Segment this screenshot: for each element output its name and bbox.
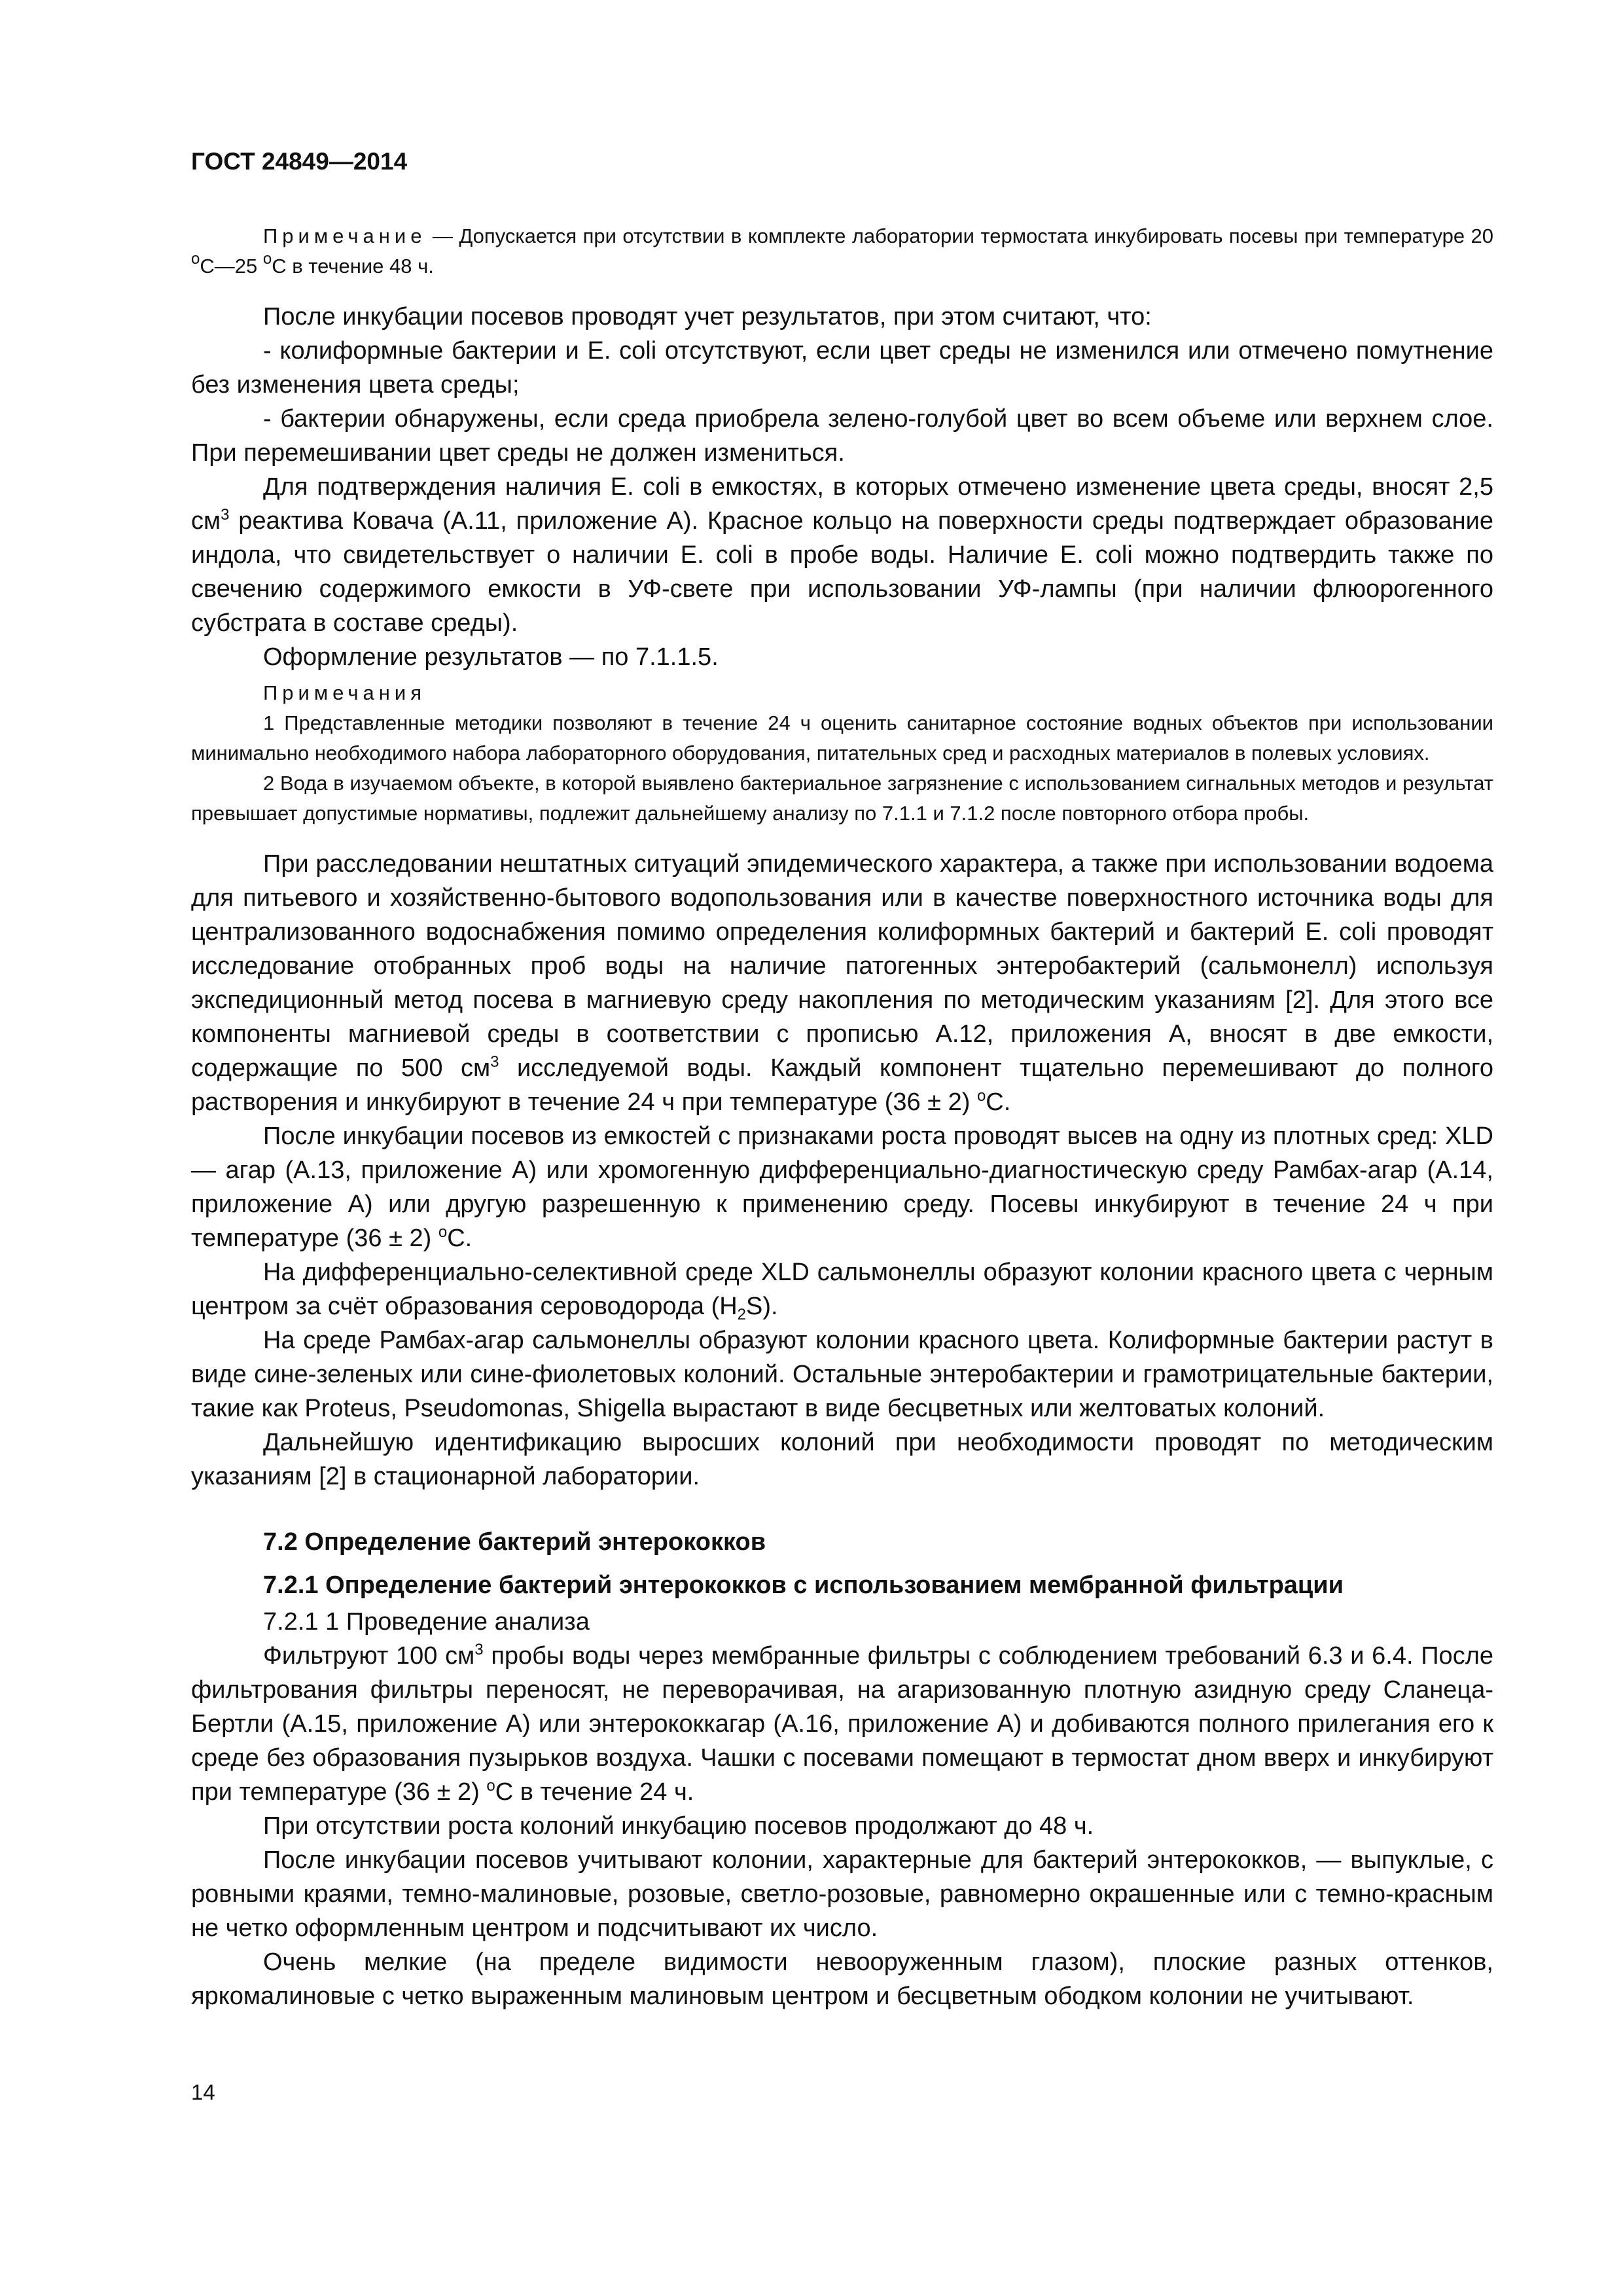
paragraph-identification: Дальнейшую идентификацию выросших колоний при необходимости проводят по методическим указаниям [2] в стационарной лаборатории. — [191, 1429, 1493, 1490]
subsection-heading-7-2-1-1: 7.2.1 1 Проведение анализа — [263, 1608, 590, 1636]
paragraph-ecoli-confirm: Для подтверждения наличия E. coli в емкостях, в которых отмечено изменение цвета среды, вносят 2,5 $см^3$ реактива Ковача (А.11, приложение А). Красное кольцо на поверхности среды подтверждает образование индола, что свидетельствует о наличии E. coli в пробе воды. Наличие E. coli можно подтвердить также по свечению содержимого емкости в УФ-свете при использовании УФ-лампы (при наличии флюорогенного субстрата в составе среды). — [191, 473, 1493, 637]
note-label: Примечание — [263, 224, 427, 247]
note-1: Примечание — Допускается при отсутствии в комплекте лаборатории термостата инкубировать посевы при температуре 20 $^о$С—25 $^о$С в течение 48 ч. — [191, 224, 1493, 278]
paragraph-results-format: Оформление результатов — по 7.1.1.5. — [263, 643, 719, 671]
section-heading-7-2-1: 7.2.1 Определение бактерий энтерококков с использованием мембранной фильтрации — [263, 1571, 1344, 1599]
notes-label: Примечания — [263, 681, 426, 704]
page-number: 14 — [191, 2080, 215, 2104]
paragraph-rambach: На среде Рамбах-агар сальмонеллы образуют колонии красного цвета. Колиформные бактерии растут в виде сине-зеленых или сине-фиолетовых колоний. Остальные энтеробактерии и грамотрицательные бактерии, такие как Proteus, Pseudomonas, Shigella вырастают в виде бесцветных или желтоватых колоний. — [191, 1327, 1493, 1422]
paragraph-bacteria-found: - бактерии обнаружены, если среда приобрела зелено-голубой цвет во всем объеме или верхнем слое. При перемешивании цвет среды не должен измениться. — [191, 405, 1493, 467]
paragraph-excluded-colonies: Очень мелкие (на пределе видимости невооруженным глазом), плоские разных оттенков, яркомалиновые с четко выраженным малиновым центром и бесцветным ободком колонии не учитывают. — [191, 1948, 1493, 2010]
paragraph-emergency: При расследовании нештатных ситуаций эпидемического характера, а также при использовании водоема для питьевого и хозяйственно-бытового водопользования или в качестве поверхностного источника воды для централизованного водоснабжения помимо определения колиформных бактерий и бактерий E. coli проводят исследование отобранных проб воды на наличие патогенных энтеробактерий (сальмонелл) используя экспедиционный метод посева в магниевую среду накопления по методическим указаниям [2]. Для этого все компоненты магниевой среды в соответствии с прописью А.12, приложения А, вносят в две емкости, содержащие по 500 $см^3$ исследуемой воды. Каждый компонент тщательно перемешивают до полного растворения и инкубируют в течение 24 ч при температуре (36 ± 2) $^о$С. — [191, 850, 1493, 1116]
paragraph-filtration: Фильтруют 100 $см^3$ пробы воды через мембранные фильтры с соблюдением требований 6.3 и 6.4. После фильтрования фильтры переносят, не переворачивая, на агаризованную плотную азидную среду Сланеца-Бертли (А.15, приложение А) или энтерококкагар (А.16, приложение А) и добиваются полного прилегания его к среде без образования пузырьков воздуха. Чашки с посевами помещают в термостат дном вверх и инкубируют при температуре (36 ± 2) $^о$С в течение 24 ч. — [191, 1641, 1493, 1806]
paragraph-no-growth: При отсутствии роста колоний инкубацию посевов продолжают до 48 ч. — [263, 1812, 1094, 1840]
paragraph-colony-count: После инкубации посевов учитывают колонии, характерные для бактерий энтерококков, — выпуклые, с ровными краями, темно-малиновые, розовые, светло-розовые, равномерно окрашенные или с темно-красным не четко оформленным центром и подсчитывают их число. — [191, 1846, 1493, 1942]
standard-header: ГОСТ 24849—2014 — [191, 148, 408, 175]
document-body — [191, 221, 1493, 2013]
paragraph-xld: На дифференциально-селективной среде XLD сальмонеллы образуют колонии красного цвета с черным центром за счёт образования сероводорода $(H_2S)$. — [191, 1259, 1493, 1323]
note-item-2: 2 Вода в изучаемом объекте, в которой выявлено бактериальное загрязнение с использованием сигнальных методов и результат превышает допустимые нормативы, подлежит дальнейшему анализу по 7.1.1 и 7.1.2 после повторного отбора пробы. — [191, 772, 1493, 825]
section-heading-7-2: 7.2 Определение бактерий энтерококков — [263, 1528, 766, 1556]
paragraph-results: После инкубации посевов проводят учет результатов, при этом считают, что: — [263, 303, 1152, 331]
paragraph-plating: После инкубации посевов из емкостей с признаками роста проводят высев на одну из плотных сред: XLD — агар (А.13, приложение А) или хромогенную дифференциально-диагностическую среду Рамбах-агар (А.14, приложение А) или другую разрешенную к применению среду. Посевы инкубируют в течение 24 ч при температуре (36 ± 2) $^о$С. — [191, 1122, 1493, 1252]
paragraph-coliform-absent: - колиформные бактерии и E. coli отсутствуют, если цвет среды не изменился или отмечено помутнение без изменения цвета среды; — [191, 337, 1493, 399]
note-item-1: 1 Представленные методики позволяют в течение 24 ч оценить санитарное состояние водных объектов при использовании минимально необходимого набора лабораторного оборудования, питательных сред и расходных материалов в полевых условиях. — [191, 711, 1493, 764]
